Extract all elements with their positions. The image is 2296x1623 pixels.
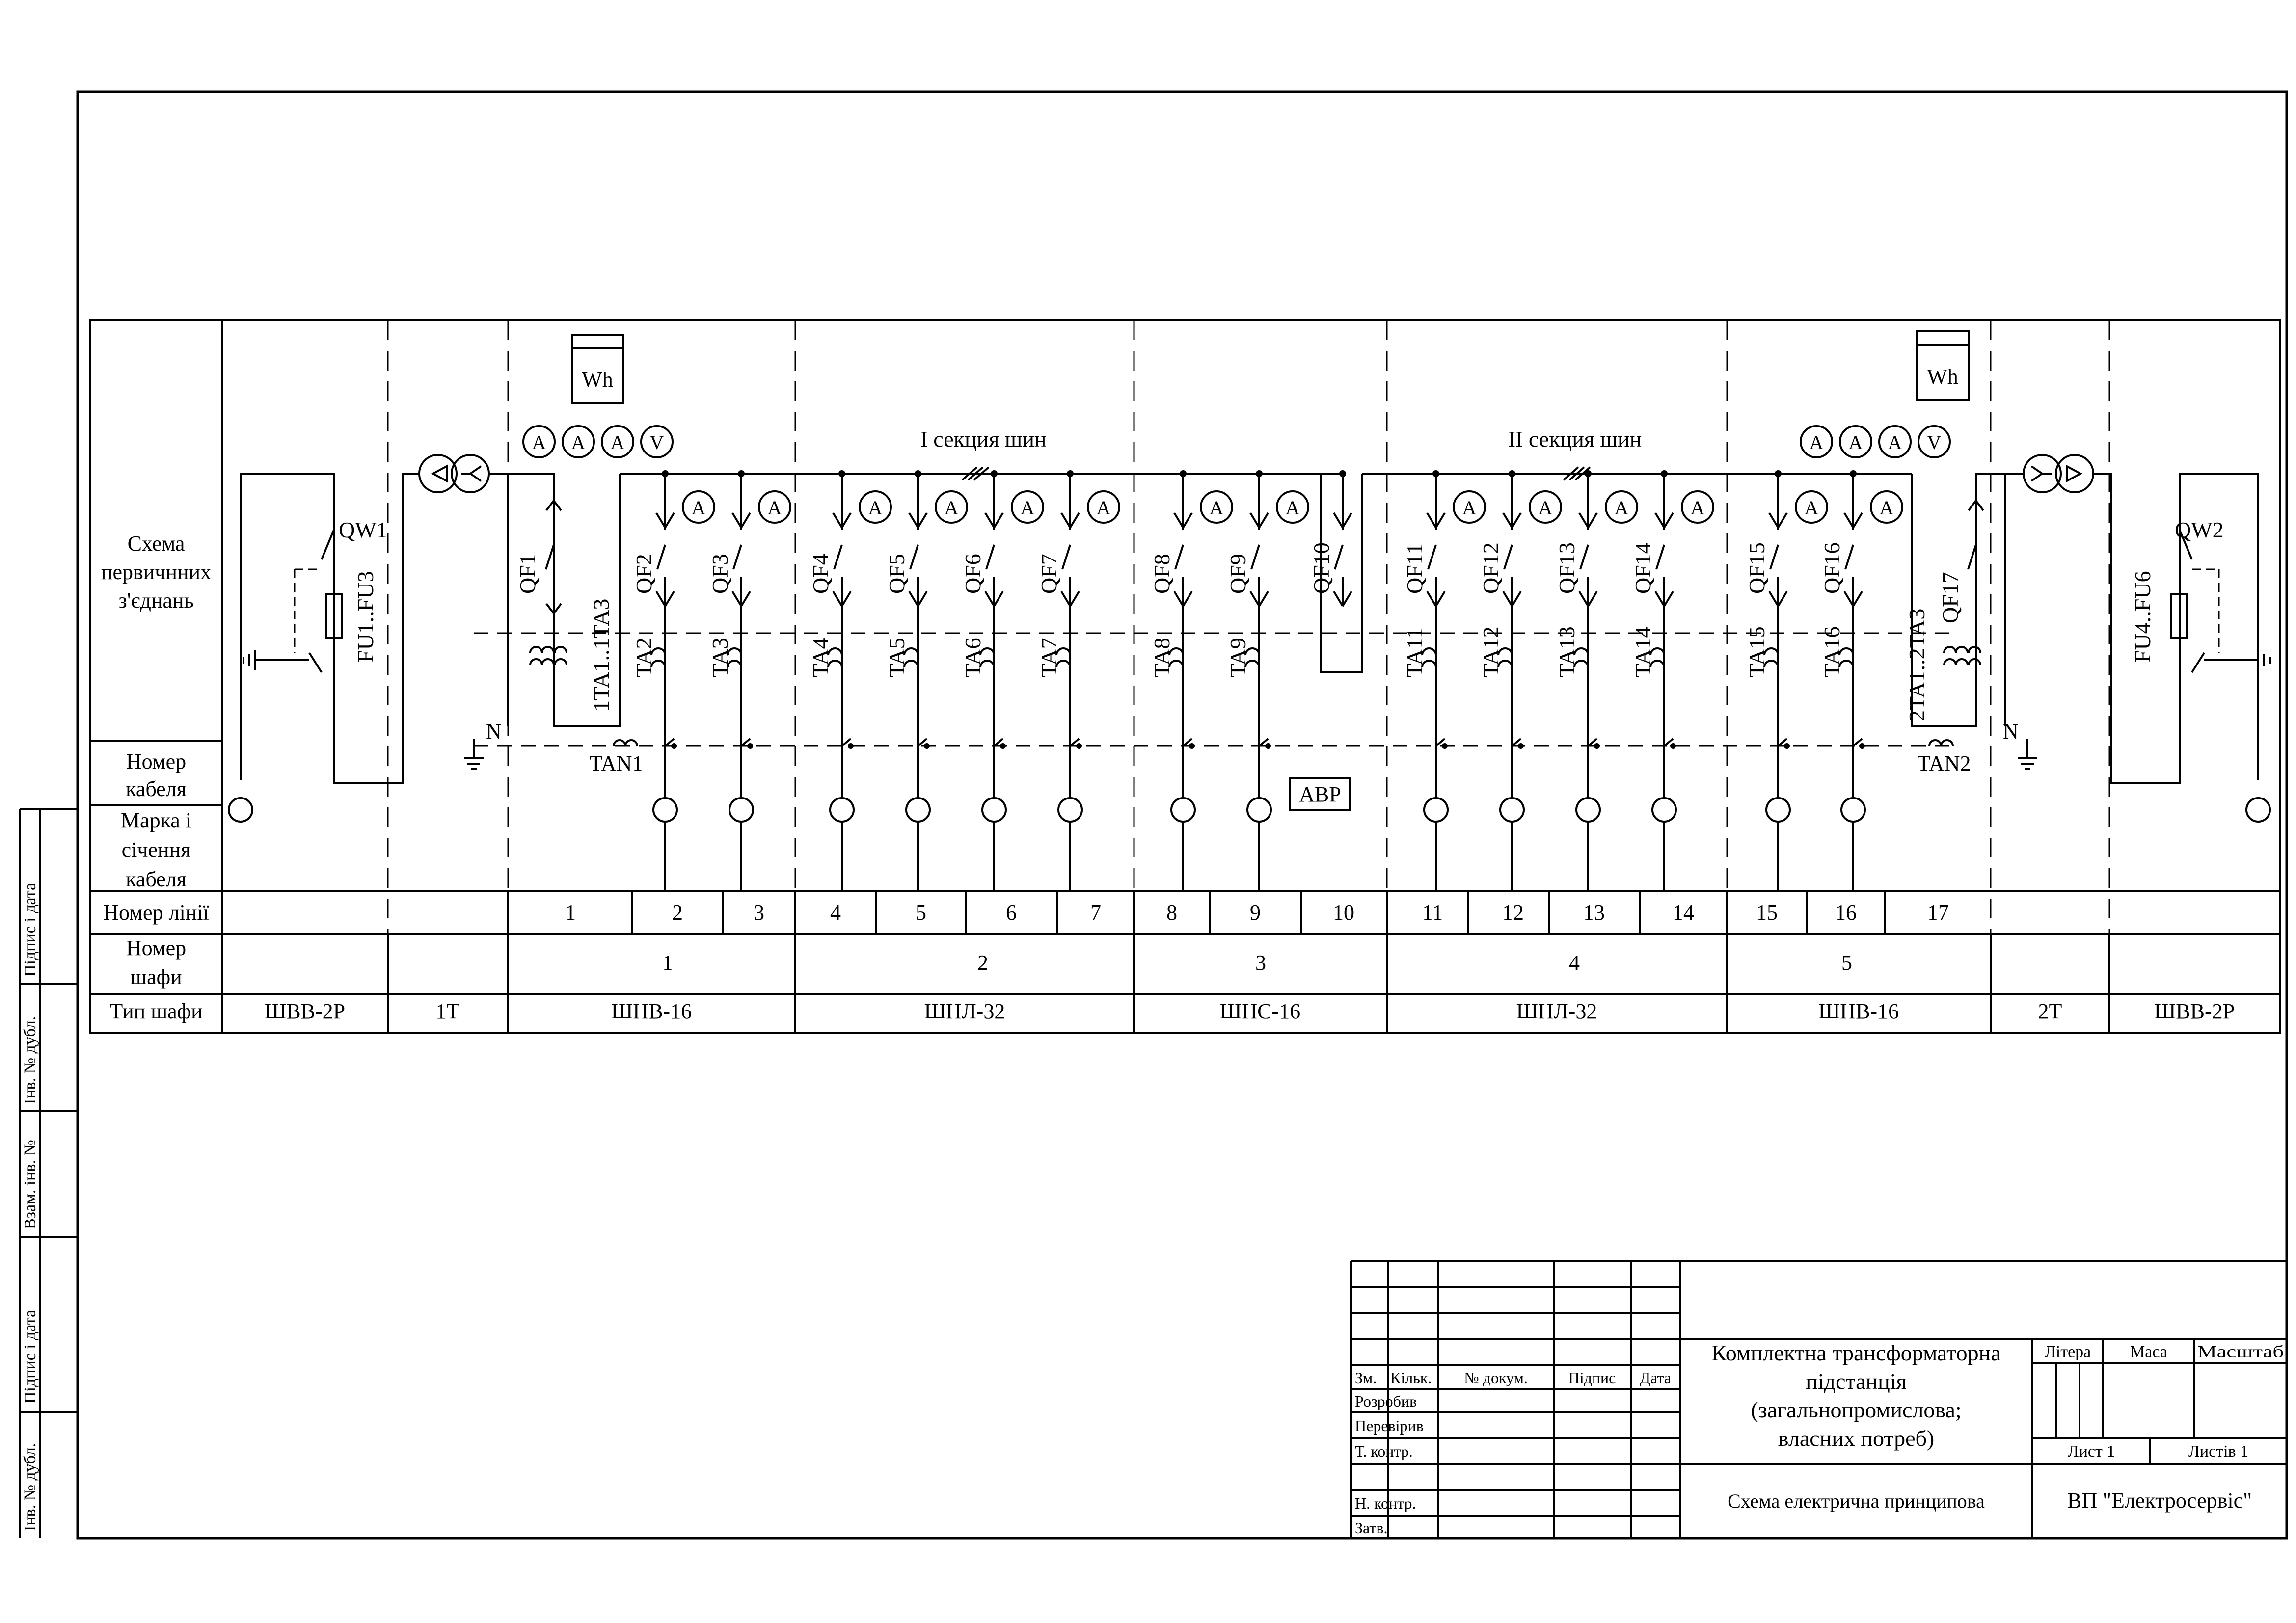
neutral-node	[747, 743, 753, 749]
cabinet-type: ШНВ-16	[1818, 999, 1899, 1023]
bus-node	[1067, 470, 1074, 477]
feeder-contact	[1070, 591, 1079, 606]
cabinet-number: 3	[1255, 951, 1266, 975]
line-number: 1	[565, 901, 576, 925]
feeder-contact	[1343, 513, 1351, 528]
line-number: 17	[1927, 901, 1949, 925]
stamp-dup-inv-2: Інв. № дубл.	[21, 1443, 39, 1531]
busbar-section-2	[1362, 467, 1912, 480]
feeder-contact	[1070, 513, 1079, 528]
neutral-node	[848, 743, 854, 749]
cable-terminal	[906, 798, 930, 822]
feeder-contact	[1664, 591, 1673, 606]
tb-doc-type: Схема електрична принципова	[1728, 1490, 1985, 1512]
feeder-ta-label: TA12	[1478, 626, 1503, 677]
tb-org: ВП "Електросервіс"	[2067, 1489, 2252, 1513]
cabinet-type: 2Т	[2038, 999, 2062, 1023]
feeder-contact	[1769, 513, 1778, 528]
bus-label-section-1: І секция шин	[920, 426, 1047, 452]
feeder-contact	[842, 591, 851, 606]
neutral-node	[924, 743, 930, 749]
feeder-ta-label: TA8	[1149, 638, 1174, 677]
neutral-node	[671, 743, 677, 749]
feeder-contact	[1343, 591, 1351, 606]
feeder-contact	[833, 591, 842, 606]
tb-col-kilk: Кільк.	[1390, 1369, 1432, 1386]
neutral-node	[1859, 743, 1865, 749]
tb-col-doc: № докум.	[1464, 1369, 1528, 1386]
feeder-contact	[741, 513, 750, 528]
feeder-label: QF5	[884, 554, 909, 594]
breaker-blade	[657, 545, 665, 569]
cabinet-type: ШВВ-2Р	[2154, 999, 2235, 1023]
cabinet-type-cells	[265, 999, 2235, 1023]
cable-terminal	[729, 798, 753, 822]
feeder-ta-label: TA16	[1819, 626, 1844, 677]
feeder-contact	[842, 513, 851, 528]
ammeter-label: A	[1879, 497, 1894, 519]
tb-role-developed: Розробив	[1355, 1392, 1417, 1410]
feeder-label: QF7	[1036, 554, 1061, 594]
meter-left-3: A	[610, 431, 625, 453]
ammeter-label: A	[1285, 497, 1300, 519]
feeder-contact	[909, 591, 918, 606]
ammeter-label: A	[1096, 497, 1111, 519]
line-number: 10	[1333, 901, 1354, 925]
feeder-ta-label: TA3	[707, 638, 732, 677]
feeder-label: QF16	[1819, 542, 1844, 594]
qw1-disconnector	[243, 530, 342, 672]
feeder-contact	[1769, 591, 1778, 606]
feeder-contact	[1655, 591, 1664, 606]
feeder-contact	[656, 513, 665, 528]
meter-left-2: A	[571, 431, 586, 453]
breaker-blade	[1845, 545, 1853, 569]
feeder-ta-label: 2TA1..2TA3	[1904, 608, 1929, 721]
bus-node	[1180, 470, 1187, 477]
feeder-ta-label: TA15	[1744, 626, 1769, 677]
feeder-label: QF1	[515, 554, 540, 594]
schematic-table-grid	[90, 320, 2280, 1033]
cable-terminal	[1841, 798, 1865, 822]
wh-meter-right: Wh	[1927, 365, 1958, 389]
stamp-repl-inv: Взам. інв. №	[21, 1140, 39, 1229]
feeder-label: QF15	[1744, 542, 1769, 594]
cable-terminal	[1247, 798, 1271, 822]
feeder-contact	[1588, 513, 1597, 528]
feeder-contact	[985, 591, 994, 606]
bus-label-section-2: ІІ секция шин	[1508, 426, 1642, 452]
cable-terminal	[653, 798, 677, 822]
fu-right-label: FU4..FU6	[2130, 571, 2155, 663]
tb-col-date: Дата	[1640, 1369, 1671, 1386]
line-number: 11	[1422, 901, 1443, 925]
ammeter-label: A	[1538, 497, 1553, 519]
wh-meter-left: Wh	[582, 368, 613, 392]
feeder-contact	[1061, 513, 1070, 528]
bus-node	[1585, 470, 1592, 477]
stamp-signature-date-2: Підпис і дата	[21, 1309, 39, 1404]
feeder-contact	[1259, 513, 1268, 528]
feeder-contact	[1427, 591, 1436, 606]
row-label-cable-mark-1: Марка і	[120, 808, 192, 832]
feeder-contact	[1250, 513, 1259, 528]
feeder-contact	[1183, 513, 1192, 528]
feeder-contact	[1174, 591, 1183, 606]
tb-col-izm: Зм.	[1355, 1369, 1377, 1386]
cable-terminal	[1424, 798, 1448, 822]
meter-group-right	[1801, 331, 1969, 457]
row-label-cable-num-2: кабеля	[126, 777, 187, 801]
neutral-node	[1518, 743, 1524, 749]
meter-right-1: A	[1809, 431, 1824, 453]
feeder-contact	[732, 591, 741, 606]
feeder-contact	[1503, 591, 1512, 606]
neutral-node	[1594, 743, 1600, 749]
feeder-ta-label: TA11	[1402, 627, 1427, 677]
row-label-cable-num-1: Номер	[126, 749, 187, 773]
cable-terminal	[1500, 798, 1524, 822]
cable-terminal	[830, 798, 854, 822]
tb-role-tcontrol: Т. контр.	[1355, 1442, 1413, 1460]
feeder-contact	[1512, 591, 1521, 606]
ammeter-label: A	[1804, 497, 1819, 519]
breaker-blade	[1504, 545, 1512, 569]
feeder-ta-label: TA4	[808, 638, 833, 677]
feeder-contact	[1061, 591, 1070, 606]
feeder-contact	[1844, 513, 1853, 528]
line-number: 14	[1673, 901, 1694, 925]
tb-litera: Літера	[2044, 1343, 2091, 1361]
tb-col-sign: Підпис	[1568, 1369, 1616, 1386]
feeder-label: QF13	[1554, 542, 1579, 594]
feeder-ta-label: TA5	[884, 638, 909, 677]
row-label-scheme-2: первичнних	[101, 560, 212, 584]
line-number: 7	[1090, 901, 1101, 925]
bus-node	[1339, 470, 1346, 477]
row-label-scheme-1: Схема	[127, 532, 185, 556]
feeder-contact	[1183, 591, 1192, 606]
feeder-label: QF8	[1149, 554, 1174, 594]
bus-node	[915, 470, 921, 477]
feeder-ta-label: TA14	[1630, 626, 1655, 677]
row-label-cab-type: Тип шафи	[109, 999, 203, 1023]
feeder-contact	[1579, 513, 1588, 528]
cabinet-type: ШНС-16	[1219, 999, 1301, 1023]
feeder-ta-label: TA2	[631, 638, 656, 677]
feeder-contact	[1664, 513, 1673, 528]
cabinet-type: ШНЛ-32	[924, 999, 1005, 1023]
line-number: 8	[1166, 901, 1177, 925]
breaker-blade	[1656, 545, 1664, 569]
neutral-node	[1784, 743, 1790, 749]
fu-left-label: FU1..FU3	[353, 571, 378, 663]
cabinet-number: 5	[1841, 951, 1852, 975]
qw2-disconnector	[2171, 530, 2270, 672]
feeder-contact	[1844, 591, 1853, 606]
cable-terminal	[1576, 798, 1600, 822]
cabinet-type: ШНВ-16	[611, 999, 692, 1023]
feeder-label: QF10	[1309, 542, 1334, 594]
feeder-label: QF17	[1938, 572, 1963, 623]
breaker-blade	[1770, 545, 1778, 569]
feeder-contact	[1778, 591, 1787, 606]
breaker-blade	[910, 545, 918, 569]
qw1-label: QW1	[339, 517, 388, 542]
feeder-ta-label: TA13	[1554, 626, 1579, 677]
tb-title-4: власних потреб)	[1778, 1426, 1935, 1451]
breaker-blade	[1251, 545, 1259, 569]
ammeter-label: A	[1614, 497, 1629, 519]
feeder-contact	[665, 591, 674, 606]
row-label-cable-mark-2: січення	[121, 838, 191, 862]
cable-terminal	[1058, 798, 1082, 822]
breaker-blade	[1428, 545, 1436, 569]
line-number: 9	[1250, 901, 1261, 925]
avr-label: АВР	[1299, 782, 1341, 806]
feeder-label: QF2	[631, 554, 656, 594]
meter-right-2: A	[1848, 431, 1863, 453]
neutral-node	[1076, 743, 1082, 749]
bus-node	[838, 470, 845, 477]
feeder-contact	[985, 513, 994, 528]
feeders-layer	[515, 470, 1963, 891]
tb-title-1: Комплектна трансформаторна	[1711, 1340, 2001, 1365]
feeder-contact	[1174, 513, 1183, 528]
breaker-blade	[1580, 545, 1588, 569]
cable-terminal	[1652, 798, 1676, 822]
line-number: 3	[754, 901, 764, 925]
neutral-node	[1265, 743, 1271, 749]
bus-node	[1256, 470, 1263, 477]
feeder-contact	[1436, 591, 1445, 606]
tb-sheet: Лист 1	[2067, 1442, 2115, 1461]
ammeter-label: A	[944, 497, 959, 519]
feeder-contact	[1334, 513, 1343, 528]
feeder-label: QF3	[707, 554, 732, 594]
ammeter-label: A	[1462, 497, 1477, 519]
ammeter-label: A	[1209, 497, 1224, 519]
feeder-contact	[1427, 513, 1436, 528]
breaker-blade	[1175, 545, 1183, 569]
ammeter-label: A	[1020, 497, 1035, 519]
bus-node	[662, 470, 669, 477]
neutral-node	[1189, 743, 1195, 749]
ammeter-label: A	[1690, 497, 1705, 519]
line-number: 6	[1006, 901, 1017, 925]
feeder-contact	[994, 513, 1003, 528]
line-number: 16	[1835, 901, 1857, 925]
cabinet-type: 1Т	[435, 999, 460, 1023]
tb-mass: Маса	[2130, 1343, 2167, 1361]
tb-sheets: Листів 1	[2188, 1442, 2249, 1461]
row-label-cab-num-1: Номер	[126, 936, 187, 960]
bus-node	[991, 470, 998, 477]
feeder-label: QF14	[1630, 542, 1655, 594]
breaker-blade	[1335, 545, 1343, 569]
tan1-label: TAN1	[589, 751, 643, 775]
n-right-label: N	[2003, 719, 2019, 744]
row-label-scheme-3: з'єднань	[118, 588, 194, 612]
meter-left-1: A	[532, 431, 546, 453]
stamp-dup-inv-1: Інв. № дубл.	[21, 1016, 39, 1104]
bus-node	[1509, 470, 1515, 477]
tb-role-approved: Затв.	[1355, 1519, 1388, 1537]
feeder-contact	[918, 591, 927, 606]
row-label-cable-mark-3: кабеля	[126, 867, 187, 891]
busbar-section-1	[620, 467, 1343, 480]
neutral-node	[1442, 743, 1448, 749]
bus-node	[1432, 470, 1439, 477]
tb-role-ncontrol: Н. контр.	[1355, 1494, 1416, 1512]
line-number: 12	[1502, 901, 1524, 925]
cabinet-number-cells	[662, 951, 1852, 975]
line-number: 13	[1583, 901, 1605, 925]
row-label-cab-num-2: шафи	[130, 965, 182, 989]
tb-title-3: (загальнопромислова;	[1751, 1397, 1962, 1422]
bus-node	[738, 470, 745, 477]
feeder-contact	[1655, 513, 1664, 528]
feeder-label: QF11	[1402, 543, 1427, 594]
feeder-label: QF12	[1478, 542, 1503, 594]
tb-role-checked: Перевірив	[1355, 1417, 1424, 1435]
neutral-node	[1670, 743, 1676, 749]
feeder-contact	[732, 513, 741, 528]
feeder-contact	[1512, 513, 1521, 528]
cable-terminal	[1766, 798, 1790, 822]
line-number: 2	[672, 901, 683, 925]
feeder-ta-label: 1TA1..1TA3	[589, 598, 614, 712]
cabinet-number: 1	[662, 951, 673, 975]
feeder-contact	[1503, 513, 1512, 528]
feeder-contact	[1334, 591, 1343, 606]
meter-right-3: A	[1888, 431, 1902, 453]
tb-scale: Масштаб	[2197, 1343, 2284, 1361]
feeder-contact	[833, 513, 842, 528]
feeder-contact	[1853, 513, 1862, 528]
tan2-label: TAN2	[1917, 751, 1971, 775]
ammeter-label: A	[868, 497, 883, 519]
cabinet-number: 2	[977, 951, 988, 975]
row-label-line-num: Номер лінії	[103, 901, 209, 925]
feeder-contact	[1250, 591, 1259, 606]
feeder-contact	[1853, 591, 1862, 606]
qw2-label: QW2	[2175, 517, 2224, 542]
cabinet-number: 4	[1569, 951, 1580, 975]
feeder-contact	[1588, 591, 1597, 606]
line-number: 4	[830, 901, 841, 925]
breaker-blade	[986, 545, 994, 569]
bus-node	[1775, 470, 1782, 477]
feeder-contact	[994, 591, 1003, 606]
feeder-ta-label: TA6	[960, 638, 985, 677]
feeder-label: QF4	[808, 554, 833, 594]
breaker-blade	[733, 545, 741, 569]
breaker-blade	[1062, 545, 1070, 569]
line-number: 15	[1756, 901, 1778, 925]
bus-node	[1661, 470, 1668, 477]
feeder-ta-label: TA9	[1225, 638, 1250, 677]
ammeter-label: A	[691, 497, 706, 519]
stamp-signature-date-1: Підпис і дата	[21, 882, 39, 977]
feeder-contact	[656, 591, 665, 606]
meter-right-4: V	[1927, 431, 1942, 453]
feeder-ta-label: TA7	[1036, 638, 1061, 677]
bus-node	[1850, 470, 1857, 477]
feeder-contact	[1579, 591, 1588, 606]
feeder-label: QF9	[1225, 554, 1250, 594]
cable-terminal	[1171, 798, 1195, 822]
feeder-contact	[1436, 513, 1445, 528]
cabinet-type: ШНЛ-32	[1516, 999, 1597, 1023]
feeder-contact	[909, 513, 918, 528]
feeder-contact	[741, 591, 750, 606]
neutral-node	[1000, 743, 1006, 749]
n-left-label: N	[486, 719, 502, 744]
breaker-blade	[834, 545, 842, 569]
feeder-contact	[665, 513, 674, 528]
feeder-contact	[918, 513, 927, 528]
feeder-label: QF6	[960, 554, 985, 594]
line-number: 5	[916, 901, 926, 925]
feeder-contact	[1259, 591, 1268, 606]
ammeter-label: A	[767, 497, 782, 519]
meter-left-4: V	[649, 431, 664, 453]
drawing-frame	[20, 92, 2287, 1538]
line-number-cells	[565, 901, 1949, 925]
tb-title-2: підстанція	[1806, 1369, 1907, 1394]
feeder-contact	[1778, 513, 1787, 528]
cable-terminal	[982, 798, 1006, 822]
cabinet-type: ШВВ-2Р	[264, 999, 346, 1023]
